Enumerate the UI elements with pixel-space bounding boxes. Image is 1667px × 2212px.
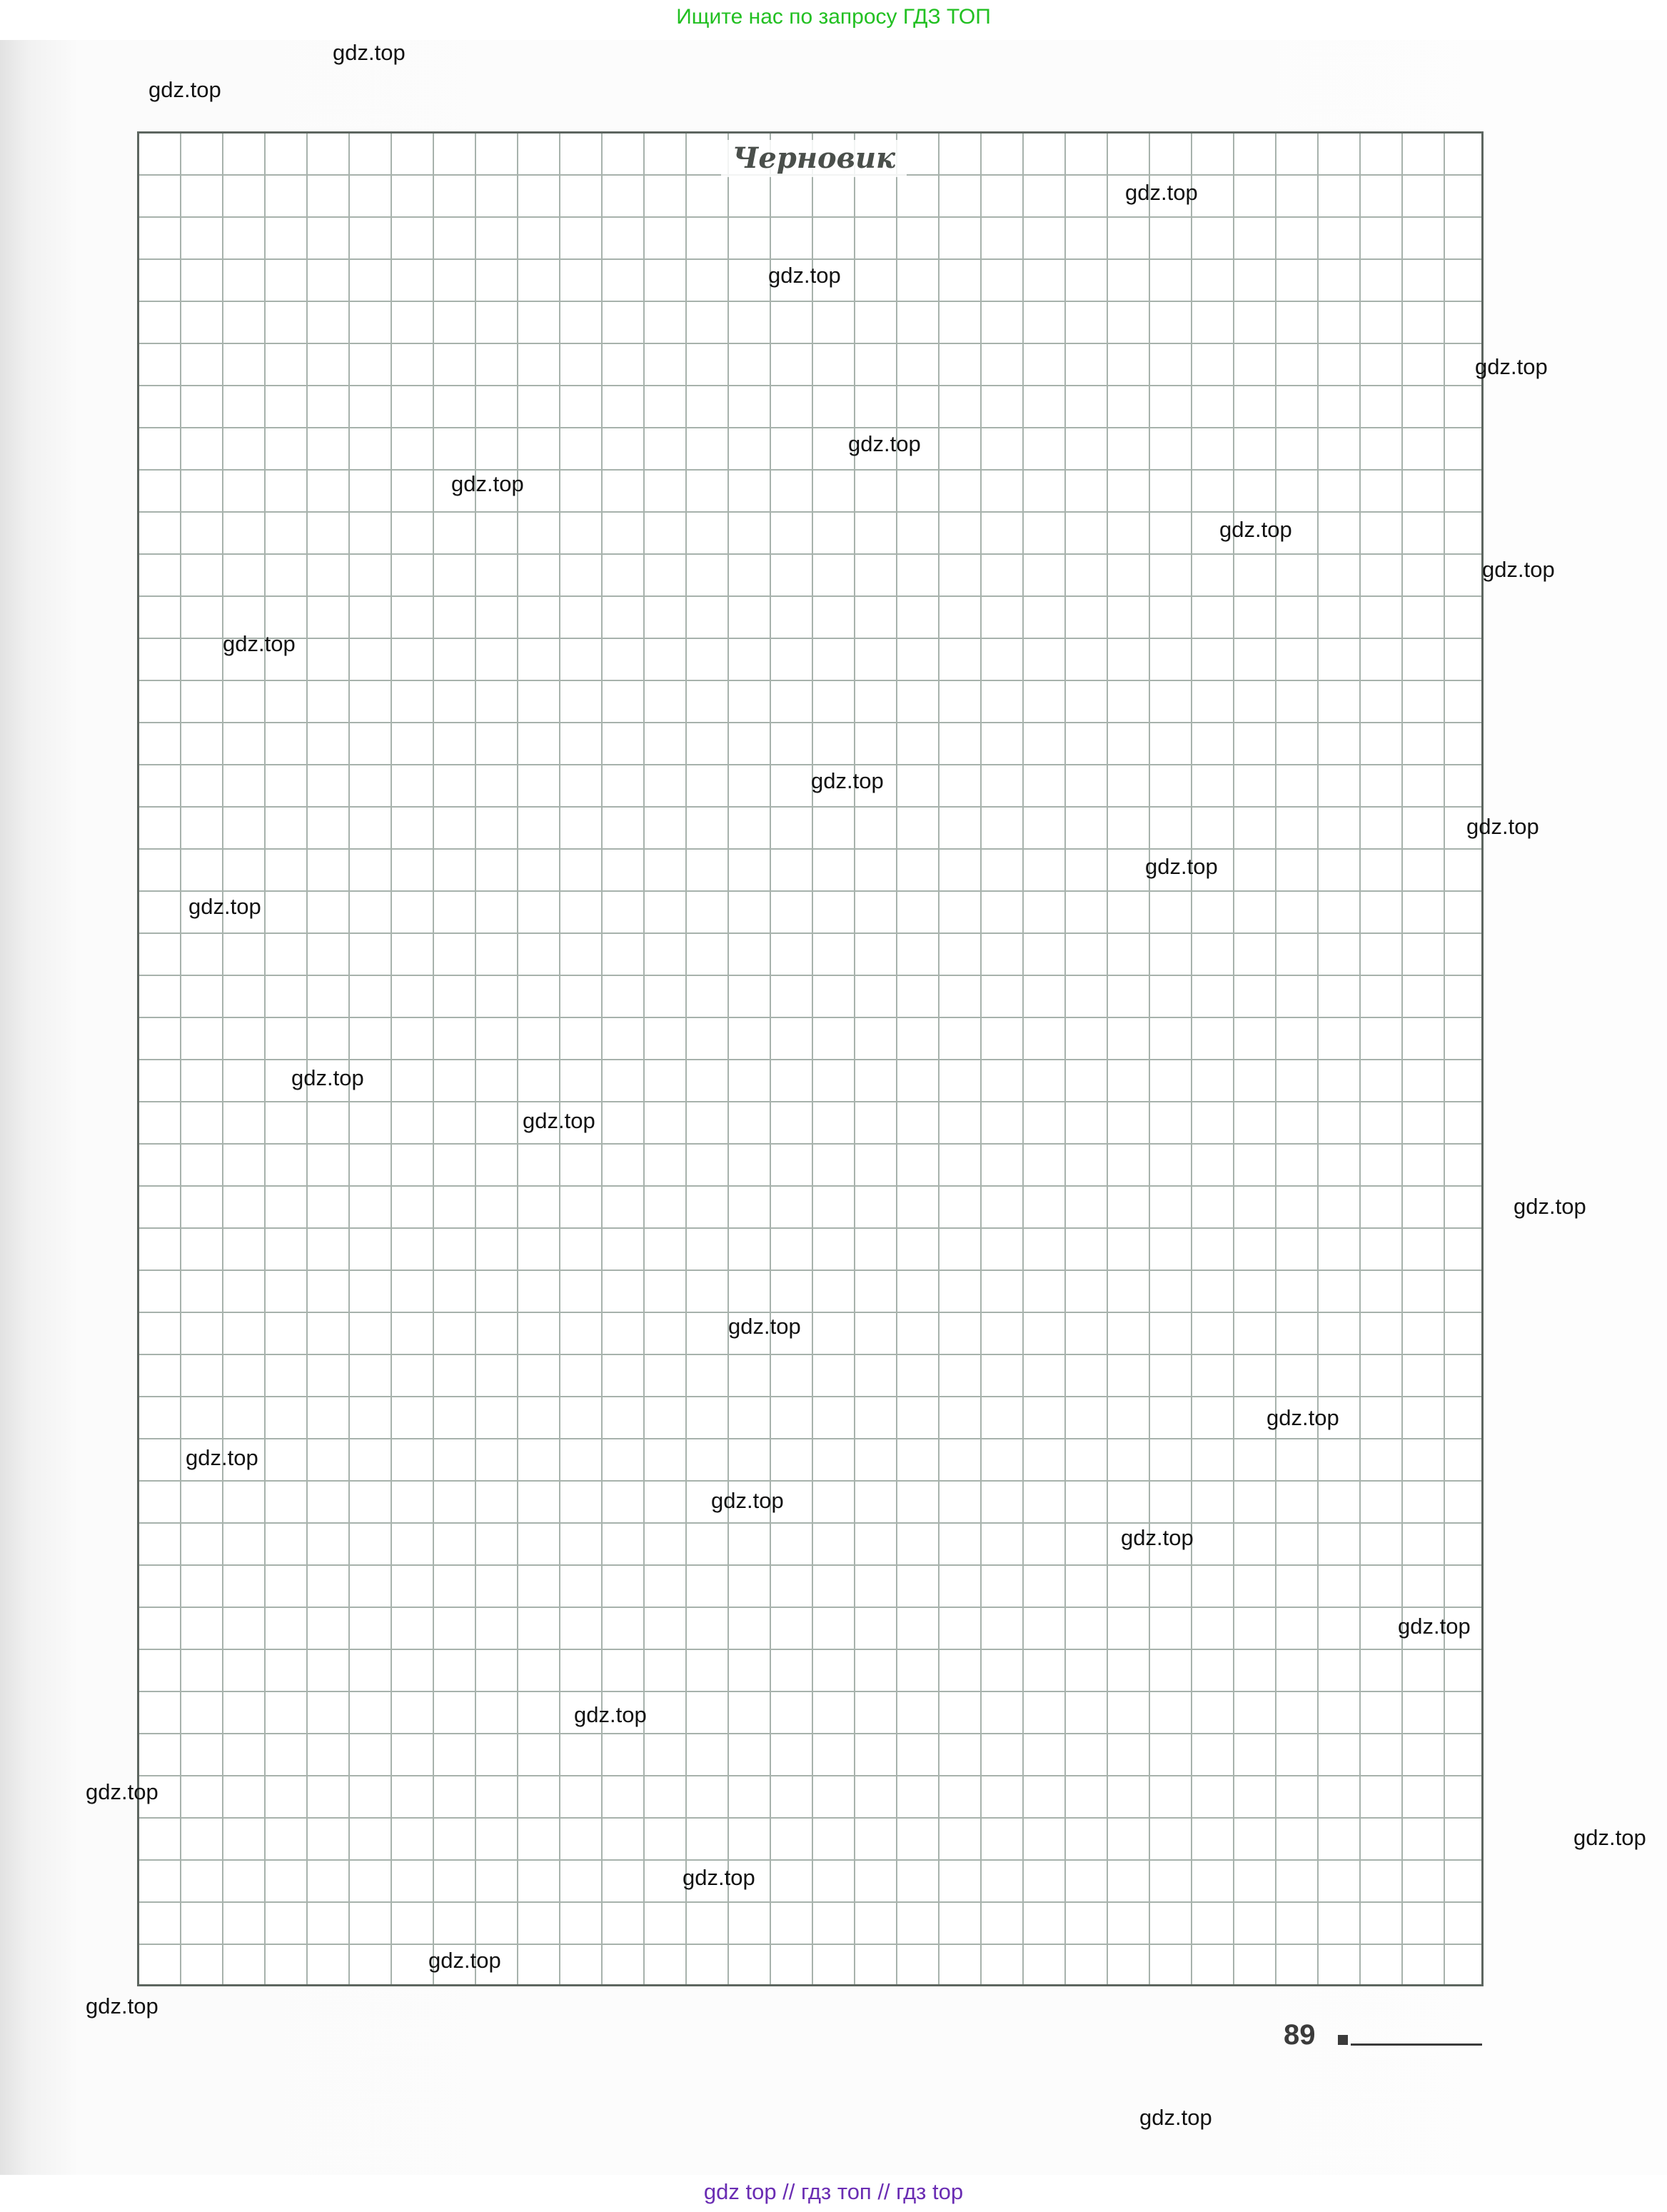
watermark: gdz.top xyxy=(1145,854,1218,879)
page-title: Черновик xyxy=(721,140,907,177)
page-number-rule xyxy=(1351,2043,1482,2046)
watermark: gdz.top xyxy=(711,1488,784,1513)
watermark: gdz.top xyxy=(1475,354,1548,379)
watermark: gdz.top xyxy=(811,768,884,793)
watermark: gdz.top xyxy=(1139,2105,1212,2130)
draft-grid xyxy=(137,131,1484,1986)
watermark: gdz.top xyxy=(86,1779,158,1804)
watermark: gdz.top xyxy=(1125,180,1198,205)
search-hint-banner: Ищите нас по запросу ГДЗ ТОП xyxy=(676,5,991,29)
watermark: gdz.top xyxy=(768,263,841,288)
watermark: gdz.top xyxy=(333,40,406,65)
watermark: gdz.top xyxy=(186,1445,258,1470)
watermark: gdz.top xyxy=(1266,1405,1339,1430)
watermark: gdz.top xyxy=(1398,1614,1471,1639)
watermark: gdz.top xyxy=(291,1065,364,1090)
watermark: gdz.top xyxy=(1514,1194,1586,1219)
watermark: gdz.top xyxy=(451,471,524,496)
watermark: gdz.top xyxy=(148,77,221,102)
watermark: gdz.top xyxy=(1219,517,1292,542)
watermark: gdz.top xyxy=(523,1108,595,1133)
watermark: gdz.top xyxy=(1121,1525,1194,1550)
watermark: gdz.top xyxy=(1573,1825,1646,1850)
watermark: gdz.top xyxy=(1482,557,1555,582)
watermark: gdz.top xyxy=(574,1702,647,1727)
watermark: gdz.top xyxy=(848,431,921,456)
page-number: 89 xyxy=(1284,2019,1316,2051)
watermark: gdz.top xyxy=(728,1314,801,1339)
watermark: gdz.top xyxy=(223,631,296,656)
watermark: gdz.top xyxy=(86,1994,158,2019)
watermark: gdz.top xyxy=(428,1948,501,1973)
site-footer: gdz top // гдз топ // гдз top xyxy=(703,2179,964,2204)
watermark: gdz.top xyxy=(188,894,261,919)
watermark: gdz.top xyxy=(1466,814,1539,839)
watermark: gdz.top xyxy=(683,1865,755,1890)
page-number-marker xyxy=(1338,2035,1348,2045)
